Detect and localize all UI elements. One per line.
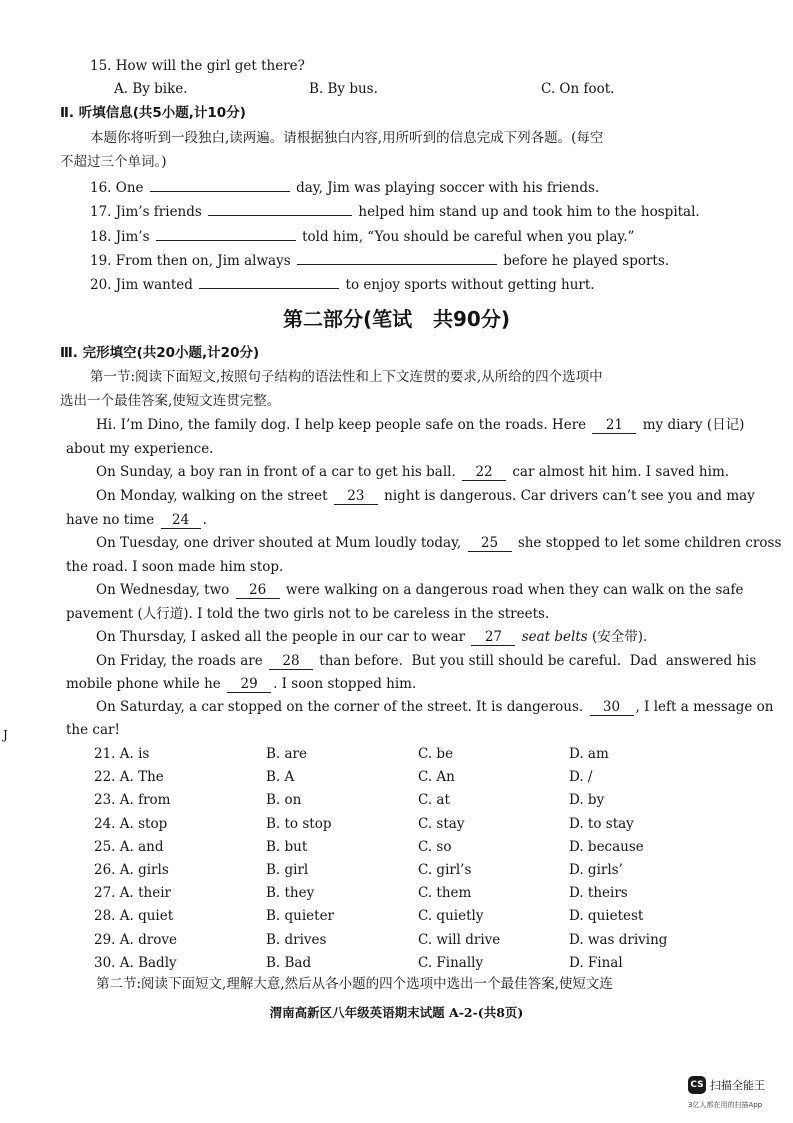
item-16-suffix: day, Jim was playing soccer with his friends. (296, 180, 600, 196)
option-29-b[interactable]: B. drives (266, 931, 327, 948)
option-25-c[interactable]: C. so (418, 838, 452, 855)
blank-23[interactable]: 23 (334, 488, 378, 505)
blank-30[interactable]: 30 (590, 699, 634, 716)
option-24-d[interactable]: D. to stay (569, 815, 634, 832)
option-question-22-a[interactable]: 22. A. The (94, 769, 164, 786)
passage-text: (安全带). (592, 629, 648, 645)
passage-text: On Tuesday, one driver shouted at Mum loudly today, (96, 535, 462, 551)
option-25-b[interactable]: B. but (266, 838, 308, 855)
passage-line-6 (96, 534, 781, 552)
option-27-d[interactable]: D. theirs (569, 885, 628, 902)
scanner-name: 扫描全能王 (710, 1079, 765, 1092)
item-16-prefix: 16. One (90, 180, 144, 196)
item-20-prefix: 20. Jim wanted (90, 277, 193, 293)
section-3-instruction-line2: 选出一个最佳答案,使短文连贯完整。 (60, 393, 281, 409)
blank-27[interactable]: 27 (471, 629, 515, 646)
passage-line-7: the road. I soon made him stop. (66, 559, 284, 575)
passage-text: than before. But you still should be careful. Dad answered his (319, 653, 757, 669)
part-two-title: 第二部分(笔试 共90分) (282, 307, 510, 331)
option-23-c[interactable]: C. at (418, 792, 450, 809)
passage-text: On Wednesday, two (96, 582, 230, 598)
passage-line-11 (96, 652, 756, 670)
item-18-answer-blank[interactable] (156, 226, 296, 241)
passage-text: were walking on a dangerous road when they can walk on the safe (285, 582, 744, 598)
option-question-28-a[interactable]: 28. A. quiet (94, 908, 174, 925)
passage-line-10 (96, 628, 647, 646)
option-question-26-a[interactable]: 26. A. girls (94, 862, 169, 878)
item-17-prefix: 17. Jim’s friends (90, 204, 202, 220)
option-27-b[interactable]: B. they (266, 885, 315, 902)
option-question-25-a[interactable]: 25. A. and (94, 838, 164, 855)
q15-option-c: C. On foot. (541, 81, 615, 97)
passage-text: my diary (日记) (642, 417, 745, 433)
item-16 (90, 177, 599, 197)
option-23-b[interactable]: B. on (266, 792, 302, 809)
passage-line-12 (66, 675, 416, 693)
passage-line-1 (96, 416, 744, 434)
option-28-b[interactable]: B. quieter (266, 908, 335, 925)
passage-text-italic: seat belts (521, 629, 588, 645)
passage-line-13 (96, 698, 774, 716)
passage-text: , I left a message on (635, 699, 774, 715)
blank-22[interactable]: 22 (462, 464, 506, 481)
passage-text: Hi. I’m Dino, the family dog. I help keep people safe on the roads. Here (96, 417, 587, 433)
passage-text: On Saturday, a car stopped on the corner of the street. It is dangerous. (96, 699, 584, 715)
item-20-answer-blank[interactable] (199, 274, 339, 289)
option-question-24-a[interactable]: 24. A. stop (94, 815, 168, 832)
blank-25[interactable]: 25 (468, 535, 512, 552)
option-30-d[interactable]: D. Final (569, 954, 623, 971)
q15-option-b: B. By bus. (309, 81, 378, 97)
question-15: 15. How will the girl get there? (90, 58, 305, 74)
passage-line-4 (96, 487, 755, 505)
passage-line-9: pavement (人行道). I told the two girls not to be careless in the streets. (66, 606, 550, 622)
passage-text: car almost hit him. I saved him. (512, 464, 730, 480)
option-22-b[interactable]: B. A (266, 769, 295, 786)
passage-line-3 (96, 463, 729, 481)
option-26-b[interactable]: B. girl (266, 862, 309, 878)
option-28-c[interactable]: C. quietly (418, 908, 484, 925)
camscanner-icon: CS (688, 1076, 706, 1094)
option-24-b[interactable]: B. to stop (266, 815, 332, 832)
passage-text: On Sunday, a boy ran in front of a car to get his ball. (96, 464, 456, 480)
option-22-c[interactable]: C. An (418, 769, 455, 786)
section-2-heading: Ⅱ. 听填信息(共5小题,计10分) (60, 105, 246, 121)
blank-24[interactable]: 24 (161, 512, 201, 529)
passage-text: On Thursday, I asked all the people in our car to wear (96, 629, 466, 645)
item-17-suffix: helped him stand up and took him to the hospital. (358, 204, 700, 220)
option-22-d[interactable]: D. / (569, 769, 593, 786)
item-19-suffix: before he played sports. (503, 253, 670, 269)
passage-line-14: the car! (66, 722, 120, 738)
item-19-answer-blank[interactable] (297, 250, 497, 265)
passage-text: . (202, 512, 207, 528)
scanner-tagline: 3亿人都在用的扫描App (688, 1101, 763, 1109)
option-question-30-a[interactable]: 30. A. Badly (94, 954, 177, 971)
item-20 (90, 274, 595, 294)
blank-26[interactable]: 26 (236, 582, 280, 599)
section-2-instruction-line2: 不超过三个单词。) (60, 154, 167, 170)
section-3-part2-intro: 第二节:阅读下面短文,理解大意,然后从各小题的四个选项中选出一个最佳答案,使短文连 (96, 976, 613, 992)
option-21-c[interactable]: C. be (418, 746, 454, 762)
option-question-21-a[interactable]: 21. A. is (94, 746, 150, 762)
passage-text: have no time (66, 512, 155, 528)
item-16-answer-blank[interactable] (150, 177, 290, 192)
passage-line-2: about my experience. (66, 441, 214, 457)
item-18-prefix: 18. Jim’s (90, 229, 150, 245)
option-28-d[interactable]: D. quietest (569, 908, 644, 925)
margin-mark: J (3, 728, 8, 742)
item-19 (90, 250, 669, 270)
option-30-c[interactable]: C. Finally (418, 954, 484, 971)
option-question-23-a[interactable]: 23. A. from (94, 792, 171, 809)
passage-text: . I soon stopped him. (273, 676, 417, 692)
passage-line-8 (96, 581, 743, 599)
section-2-instruction-line1: 本题你将听到一段独白,读两遍。请根据独白内容,用所听到的信息完成下列各题。(每空 (90, 130, 604, 146)
scanner-logo (688, 1076, 765, 1094)
blank-21[interactable]: 21 (592, 417, 636, 434)
passage-text: mobile phone while he (66, 676, 221, 692)
page-footer: 渭南高新区八年级英语期末试题 A-2-(共8页) (269, 1005, 524, 1020)
passage-text: night is dangerous. Car drivers can’t see you and may (384, 488, 755, 504)
option-29-c[interactable]: C. will drive (418, 931, 501, 948)
item-19-prefix: 19. From then on, Jim always (90, 253, 291, 269)
option-29-d[interactable]: D. was driving (569, 931, 668, 948)
section-3-instruction-line1: 第一节:阅读下面短文,按照句子结构的语法性和上下文连贯的要求,从所给的四个选项中 (90, 369, 603, 385)
blank-28[interactable]: 28 (269, 653, 313, 670)
item-17-answer-blank[interactable] (208, 201, 352, 216)
option-25-d[interactable]: D. because (569, 838, 644, 855)
blank-29[interactable]: 29 (227, 676, 271, 693)
q15-option-a: A. By bike. (114, 81, 188, 97)
option-24-c[interactable]: C. stay (418, 815, 465, 832)
passage-text: she stopped to let some children cross (517, 535, 782, 551)
option-21-b[interactable]: B. are (266, 746, 307, 762)
item-20-suffix: to enjoy sports without getting hurt. (345, 277, 595, 293)
passage-text: On Friday, the roads are (96, 653, 263, 669)
option-26-c[interactable]: C. girl’s (418, 862, 472, 878)
item-18-suffix: told him, “You should be careful when you play.” (302, 229, 635, 245)
option-question-27-a[interactable]: 27. A. their (94, 885, 171, 902)
passage-text: On Monday, walking on the street (96, 488, 328, 504)
item-18 (90, 226, 634, 246)
option-question-29-a[interactable]: 29. A. drove (94, 931, 177, 948)
option-30-b[interactable]: B. Bad (266, 954, 312, 971)
option-21-d[interactable]: D. am (569, 746, 609, 762)
option-27-c[interactable]: C. them (418, 885, 472, 902)
item-17 (90, 201, 700, 221)
section-3-heading: Ⅲ. 完形填空(共20小题,计20分) (60, 345, 260, 361)
passage-line-5 (66, 511, 207, 529)
option-23-d[interactable]: D. by (569, 792, 605, 809)
option-26-d[interactable]: D. girls’ (569, 862, 623, 878)
